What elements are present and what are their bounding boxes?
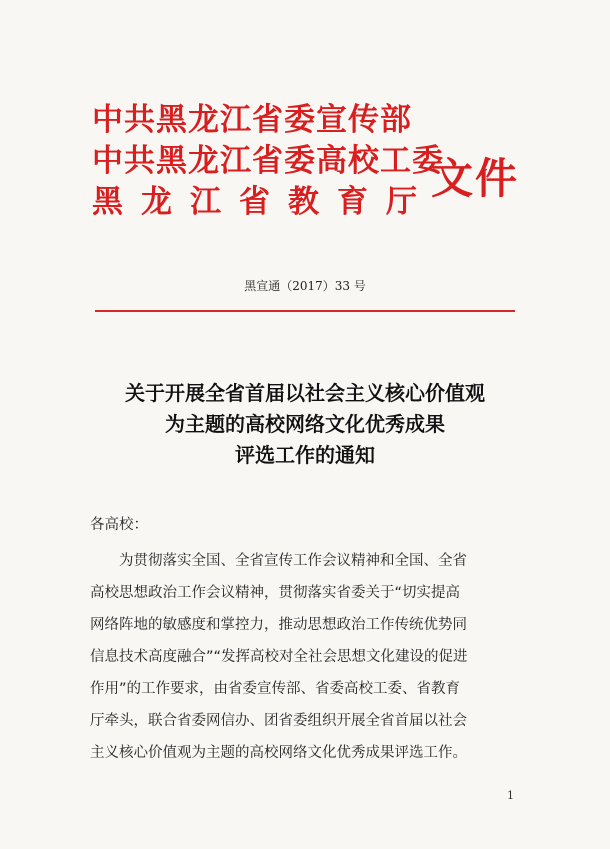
document-number: 黑宣通（2017）33 号	[244, 279, 366, 293]
issuer-university-committee: 中共黑龙江省委高校工委	[92, 143, 444, 179]
title-line: 关于开展全省首届以社会主义核心价值观	[125, 381, 485, 405]
body-paragraph	[90, 545, 520, 769]
salutation: 各高校：	[90, 517, 148, 533]
body-line: 信息技术高度融合”“发挥高校对全社会思想文化建设的促进	[90, 649, 468, 665]
notice-title	[0, 378, 610, 471]
body-line: 高校思想政治工作会议精神，贯彻落实省委关于“切实提高	[90, 585, 461, 601]
issuer-education-dept: 黑龙江省教育厅	[92, 184, 435, 220]
body-line: 厅牵头，联合省委网信办、团省委组织开展全省首届以社会	[90, 713, 467, 729]
issuer-block	[92, 100, 444, 223]
body-line: 为贯彻落实全国、全省宣传工作会议精神和全国、全省	[119, 553, 467, 569]
page-number: 1	[507, 789, 514, 802]
document-type-label: 文件	[431, 154, 520, 203]
body-line: 网络阵地的敏感度和掌控力，推动思想政治工作传统优势同	[90, 617, 467, 633]
title-line: 评选工作的通知	[235, 443, 375, 467]
title-line: 为主题的高校网络文化优秀成果	[165, 412, 445, 436]
red-divider	[95, 310, 515, 312]
issuer-propaganda-dept: 中共黑龙江省委宣传部	[92, 102, 412, 138]
body-line: 作用”的工作要求，由省委宣传部、省委高校工委、省教育	[90, 681, 461, 697]
body-line: 主义核心价值观为主题的高校网络文化优秀成果评选工作。	[90, 745, 467, 761]
